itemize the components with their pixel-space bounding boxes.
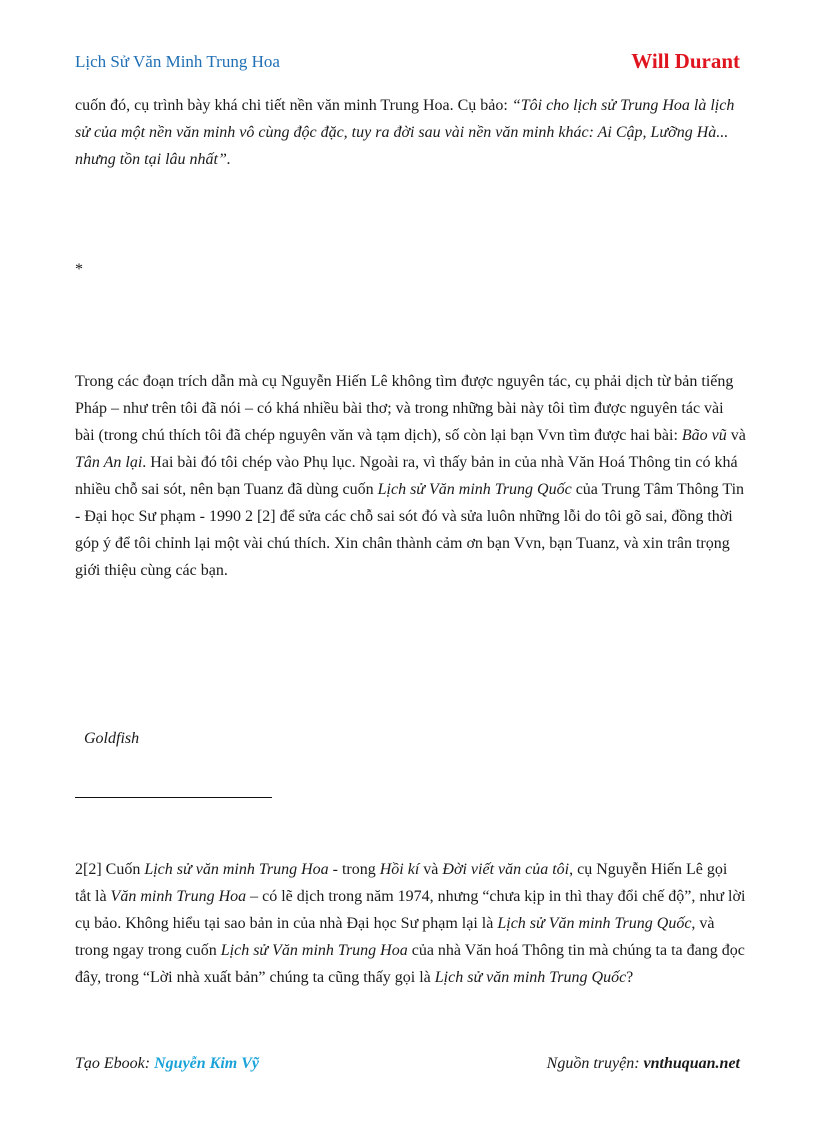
footnote-divider [75, 797, 272, 798]
ebook-credit [75, 1055, 259, 1073]
source-site: vnthuquan.net [643, 1055, 740, 1072]
paragraph-intro [75, 92, 747, 173]
italic-run: Hồi kí [379, 861, 420, 878]
text-run: , và trong ngay trong cuốn [75, 915, 715, 959]
text-run: – có lẽ dịch trong năm 1974, nhưng “chưa kịp in thì thay đổi chế độ”, như lời cụ bảo. Không hiểu tại sao bản in của nhà Đại học Sư phạm lại là [75, 888, 746, 932]
paragraph-acknowledgement [75, 368, 747, 584]
italic-run: Lịch sử Văn minh Trung Quốc [377, 481, 572, 498]
ebook-credit-name: Nguyễn Kim Vỹ [154, 1055, 259, 1072]
signature: Goldfish [84, 730, 140, 747]
italic-run: Đời viết văn của tôi [442, 861, 570, 878]
text-run: - trong [328, 861, 380, 878]
author-name: Will Durant [631, 49, 740, 73]
text-run: cuốn đó, cụ trình bày khá chi tiết nền văn minh Trung Hoa. Cụ bảo: [75, 97, 512, 114]
italic-run: “Tôi cho lịch sử Trung Hoa là lịch sử của một nền văn minh vô cùng độc đặc, tuy ra đời sau vài nền văn minh khác: Ai Cập, Lưỡng Hà... nhưng tồn tại lâu nhất”. [75, 97, 735, 168]
section-separator: * [75, 261, 83, 278]
source-credit-label: Nguồn truyện [546, 1055, 635, 1072]
italic-run: Lịch sử văn minh Trung Hoa [144, 861, 329, 878]
text-run: của Trung Tâm Thông Tin - Đại học Sư phạm - 1990 2 [2] để sửa các chỗ sai sót đó và sửa luôn những lỗi do tôi gõ sai, đồng thời góp ý để tôi chỉnh lại một vài chú thích. Xin chân thành cảm ơn bạn Vvn, bạn Tuanz, và xin trân trọng giới thiệu cùng các bạn. [75, 481, 745, 579]
text-run: , cụ Nguyễn Hiến Lê gọi tắt là [75, 861, 728, 905]
text-run: và [419, 861, 443, 878]
ebook-credit-separator: : [144, 1055, 155, 1072]
italic-run: Lịch sử văn minh Trung Quốc [434, 969, 627, 986]
italic-run: Tân An lại [75, 454, 143, 471]
footnote-text [75, 856, 747, 991]
text-run: 2[2] Cuốn [75, 861, 145, 878]
source-credit-separator: : [634, 1055, 644, 1072]
italic-run: Văn minh Trung Hoa [110, 888, 247, 905]
italic-run: Bão vũ [681, 427, 727, 444]
italic-run: Lịch sử Văn minh Trung Hoa [220, 942, 408, 959]
italic-run: Lịch sử Văn minh Trung Quốc [497, 915, 692, 932]
source-credit [547, 1055, 740, 1073]
text-run: của nhà Văn hoá Thông tin mà chúng ta ta đang đọc đây, trong “Lời nhà xuất bản” chúng ta cũng thấy gọi là [75, 942, 745, 986]
ebook-credit-label: Tạo Ebook [75, 1055, 145, 1072]
book-title: Lịch Sử Văn Minh Trung Hoa [75, 52, 280, 71]
text-run: Trong các đoạn trích dẫn mà cụ Nguyễn Hiến Lê không tìm được nguyên tác, cụ phải dịch từ bản tiếng Pháp – như trên tôi đã nói – có khá nhiều bài thơ; và trong những bài này tôi tìm được nguyên tác vài bài (trong chú thích tôi đã chép nguyên văn và tạm dịch), số còn lại bạn Vvn tìm được hai bài: [75, 373, 734, 444]
text-run: ? [626, 969, 634, 986]
text-run: . Hai bài đó tôi chép vào Phụ lục. Ngoài ra, vì thấy bản in của nhà Văn Hoá Thông tin có khá nhiều chỗ sai sót, nên bạn Tuanz đã dùng cuốn [75, 454, 738, 498]
text-run: và [726, 427, 746, 444]
